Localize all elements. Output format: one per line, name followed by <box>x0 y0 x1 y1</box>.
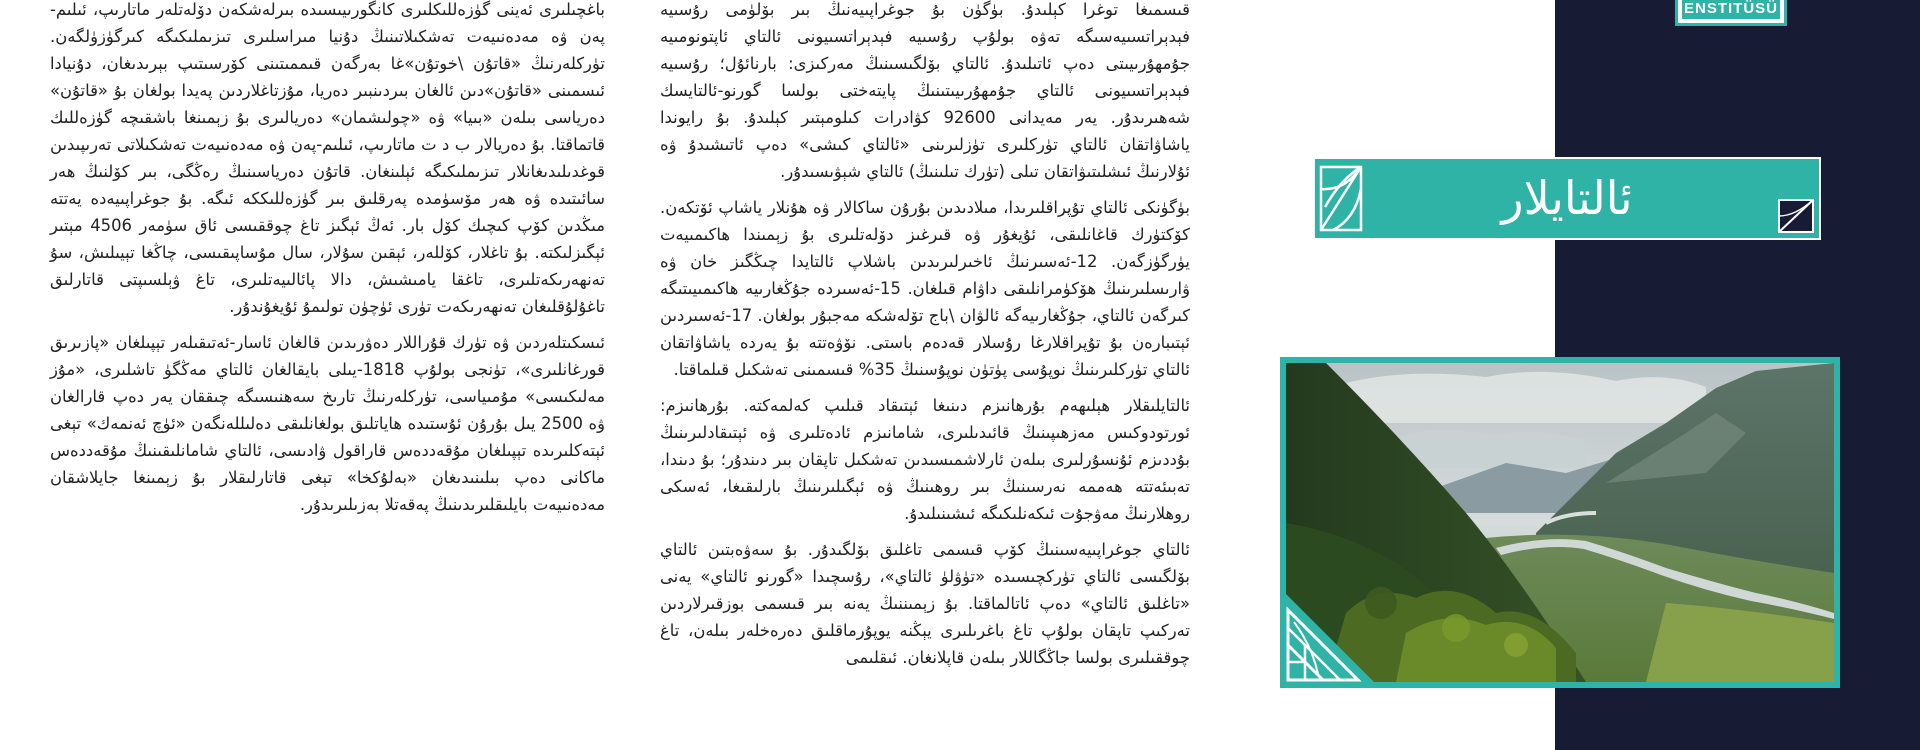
page-title: ئالتايلار <box>1501 171 1633 225</box>
badge-label: ENSTITÜSÜ <box>1682 0 1780 19</box>
institute-badge <box>1675 0 1787 26</box>
paragraph: بۈگۈنكى ئالتاي تۇپراقلىرىدا، مىلادىدىن بۇرۇن ساكالار ۋە ھۇنلار ياشاپ ئۆتكەن. كۆكتۈرك قاغانلىقى، ئۇيغۇر ۋە قىرغىز دۆلەتلىرى بۇ زېمىندا ھاكىمىيەت يۈرگۈزگەن. 12-ئەسىرنىڭ ئاخىرلىرىدىن باشلاپ ئالتايدا چىڭگىز خان ۋە ۋارىسلىرىنىڭ ھۆكۈمرانلىقى داۋام قىلغان. 15-ئەسىردە جۇڭغارىيە ھاكىمىيىتىگە كىرگەن ئالتاي، جۇڭغارىيەگە ئالۋان \باج تۆلەشكە مەجبۇر بولغان. 17-ئەسىردىن ئېتىبارەن بۇ تۇپراقلارغا رۇسلار قەدەم باستى. نۆۋەتتە بۇ يەردە ياشاۋاتقان ئالتاي تۈركلىرىنىڭ نوپۇسى پۈتۈن نوپۇسنىڭ 35% قىسمىنى تەشكىل قىلماقتا. <box>660 198 1190 379</box>
paragraph: ئىسكىتلەردىن ۋە تۈرك قۇراللار دەۋرىدىن قالغان ئاسار-ئەتىقىلەر تېپىلغان «پازىرىق قورغانلىرى»، تۈنجى بولۇپ 1818-يىلى بايقالغان ئالتاي مەڭگۈ تاشلىرى، «مۇز مەلىكىسى» مۇمىياسى، تۈركلەرنىڭ تارىخ سەھنىسىگە چىققان يەر دەپ قارالغان ۋە 2500 يىل بۇرۇن ئۇستىدە ھاياتلىق بولغانلىقى دەلىللەنگەن «ئۈچ ئەنمەك» تېغى ئېتەكلىرىدە تېپىلغان مۇقەددەس قاراقول ۋادىسى، ئالتاي شامانلىقىنىڭ مۇقەددەس ماكانى دەپ بىلىنىدىغان «بەلۇكخا» تېغى قاتارلىقلار بۇ زېمىنغا جايلاشقان مەدەنىيەت بايلىقلىرىدىنىڭ پەقەتلا بەزىلىرىدۇر. <box>50 333 605 514</box>
corner-ornament-icon <box>1775 196 1817 236</box>
section-title-bar <box>1313 157 1821 240</box>
article-column-left <box>50 0 605 527</box>
article-column-right <box>660 0 1190 680</box>
leaf-ornament-icon <box>1315 159 1367 238</box>
lattice-ornament-icon <box>1280 588 1380 688</box>
paragraph: باغچىلىرى ئەينى گۈزەللىكلىرى كانگورىيىسىدە بىرلەشكەن دۆلەتلەر ماتارىپ، ئىلىم-پەن ۋە مەدەنىيەت تەشكىلاتىنىڭ دۇنيا مىراسلىرى تىزىملىكىگە كىرگۈزۈلگەن. تۈركلەرنىڭ «قاتۇن \خوتۇن»غا بەرگەن قىممىتىنى كۆرسىتىپ بېرىدىغان، دۇنيادا ئىسمىنى «قاتۇن»دىن ئالغان بىردىنبىر دەريا، مۇزتاغلاردىن پەيدا بولغان بۇ «قاتۇن» دەرياسى بىلەن «بىيا» ۋە «چولىشمان» دەريالىرى بۇ زېمىنغا باشقىچە گۈزەللىك قاتماقتا. بۇ دەريالار ب د ت ماتارىپ، ئىلىم-پەن ۋە مەدەنىيەت تەشكىلاتى تەرىپىدىن قوغدىلىدىغانلار تىزىملىكىگە ئېلىنغان. قاتۇن دەرياسىنىڭ رەڭگى، بىر كۆلنىڭ ھەر سائىتىدە ۋە ھەر مۆسۈمدە پەرقلىق بىر گۈزەللىككە ئىگە. بۇ جوغراپىيەدە يەتتە مىڭدىن كۆپ كىچىك كۆل بار. ئەڭ ئېگىز تاغ چوققىسى ئاق سۈمەر 4506 مېتىر ئېگىزلىكتە. بۇ تاغلار، كۆللەر، ئېقىن سۇلار، سال مۇساپىقىسى، چاڭغا تېيىلىش، سۇ تەنھەرىكەتلىرى، تاغقا يامىشىش، دالا پائالىيەتلىرى، تاغ ۋېلسىپتى قاتارلىق تاغۇلۇقلىغان تەنھەرىكەت تۈرى ئۈچۈن تولىمۇ ئۇيغۇندۇر. <box>50 0 606 316</box>
paragraph: ئالتاي جوغراپىيەسىنىڭ كۆپ قىسمى تاغلىق بۆلگىدۇر. بۇ سەۋەبتىن ئالتاي بۆلگىسى ئالتاي تۈركچىسىدە «تۈۋلۈ ئالتاي»، رۇسچىدا «گورنو ئالتاي» يەنى «تاغلىق ئالتاي» دەپ ئاتالماقتا. بۇ زېمىننىڭ يەنە بىر قىسمى بوزقىرلاردىن تەركىپ تاپقان بولۇپ تاغ باغرىلىرى يېڭنە يوپۇرماقلىق دەرەخلەر بىلەن، تاغ چوققىلىرى بولسا جاڭگاللار بىلەن قاپلانغان. ئىقلىمى <box>660 540 1190 667</box>
paragraph: ئالتايلىقلار ھېلىھەم بۇرھانىزم دىنىغا ئېتىقاد قىلىپ كەلمەكتە. بۇرھانىزم: ئورتودوكىس مەزھىپىنىڭ قائىدىلىرى، شامانىزم ئادەتلىرى ۋە ئېتىقادلىرىنىڭ بۇددىزم ئۇنسۇرلىرى بىلەن ئارلاشمىسىدىن تەشكىل تاپقان بىر دىندۇر؛ بۇ دىندا، تەبىئەتتە ھەممە نەرسىنىڭ بىر روھىنىڭ ۋە ئېگىلىرىنىڭ بارلىقىغا، ئەسكى روھلارنىڭ مەۋجۇت ئىكەنلىكىگە ئىشىنىلىدۇ. <box>660 396 1190 523</box>
paragraph: قىسمىغا توغرا كېلىدۇ. بۈگۈن بۇ جوغراپىيەنىڭ بىر بۆلۈمى رۇسىيە فېدېراتسىيەسىگە تەۋە بولۇپ رۇسىيە فېدېراتسىيونى ئالتاي ئاپتونومىيە جۇمھۇرىيىتى دەپ ئاتىلىدۇ. ئالتاي بۆلگىسىنىڭ مەركىزى: بارنائۇل؛ رۇسىيە فېدېراتسىيونى ئالتاي جۇمھۇرىيىتىنىڭ پايتەختى بولسا گورنو-ئالتايسك شەھىرىدۇر. يەر مەيدانى 92600 كۋادرات كىلومېتىر كېلىدۇ. بۇ رايوندا ياشاۋاتقان ئالتاي تۈركلىرى تۈزلىرىنى «ئالتاي كىشى» دەپ ئاتىشىدۇ ۋە ئۇلارنىڭ ئىشلىتىۋاتقان تىلى (تۈرك تىلىنىڭ) ئالتاي شېۋىسىدۇر. <box>660 0 1191 181</box>
photo-frame <box>1280 357 1840 688</box>
